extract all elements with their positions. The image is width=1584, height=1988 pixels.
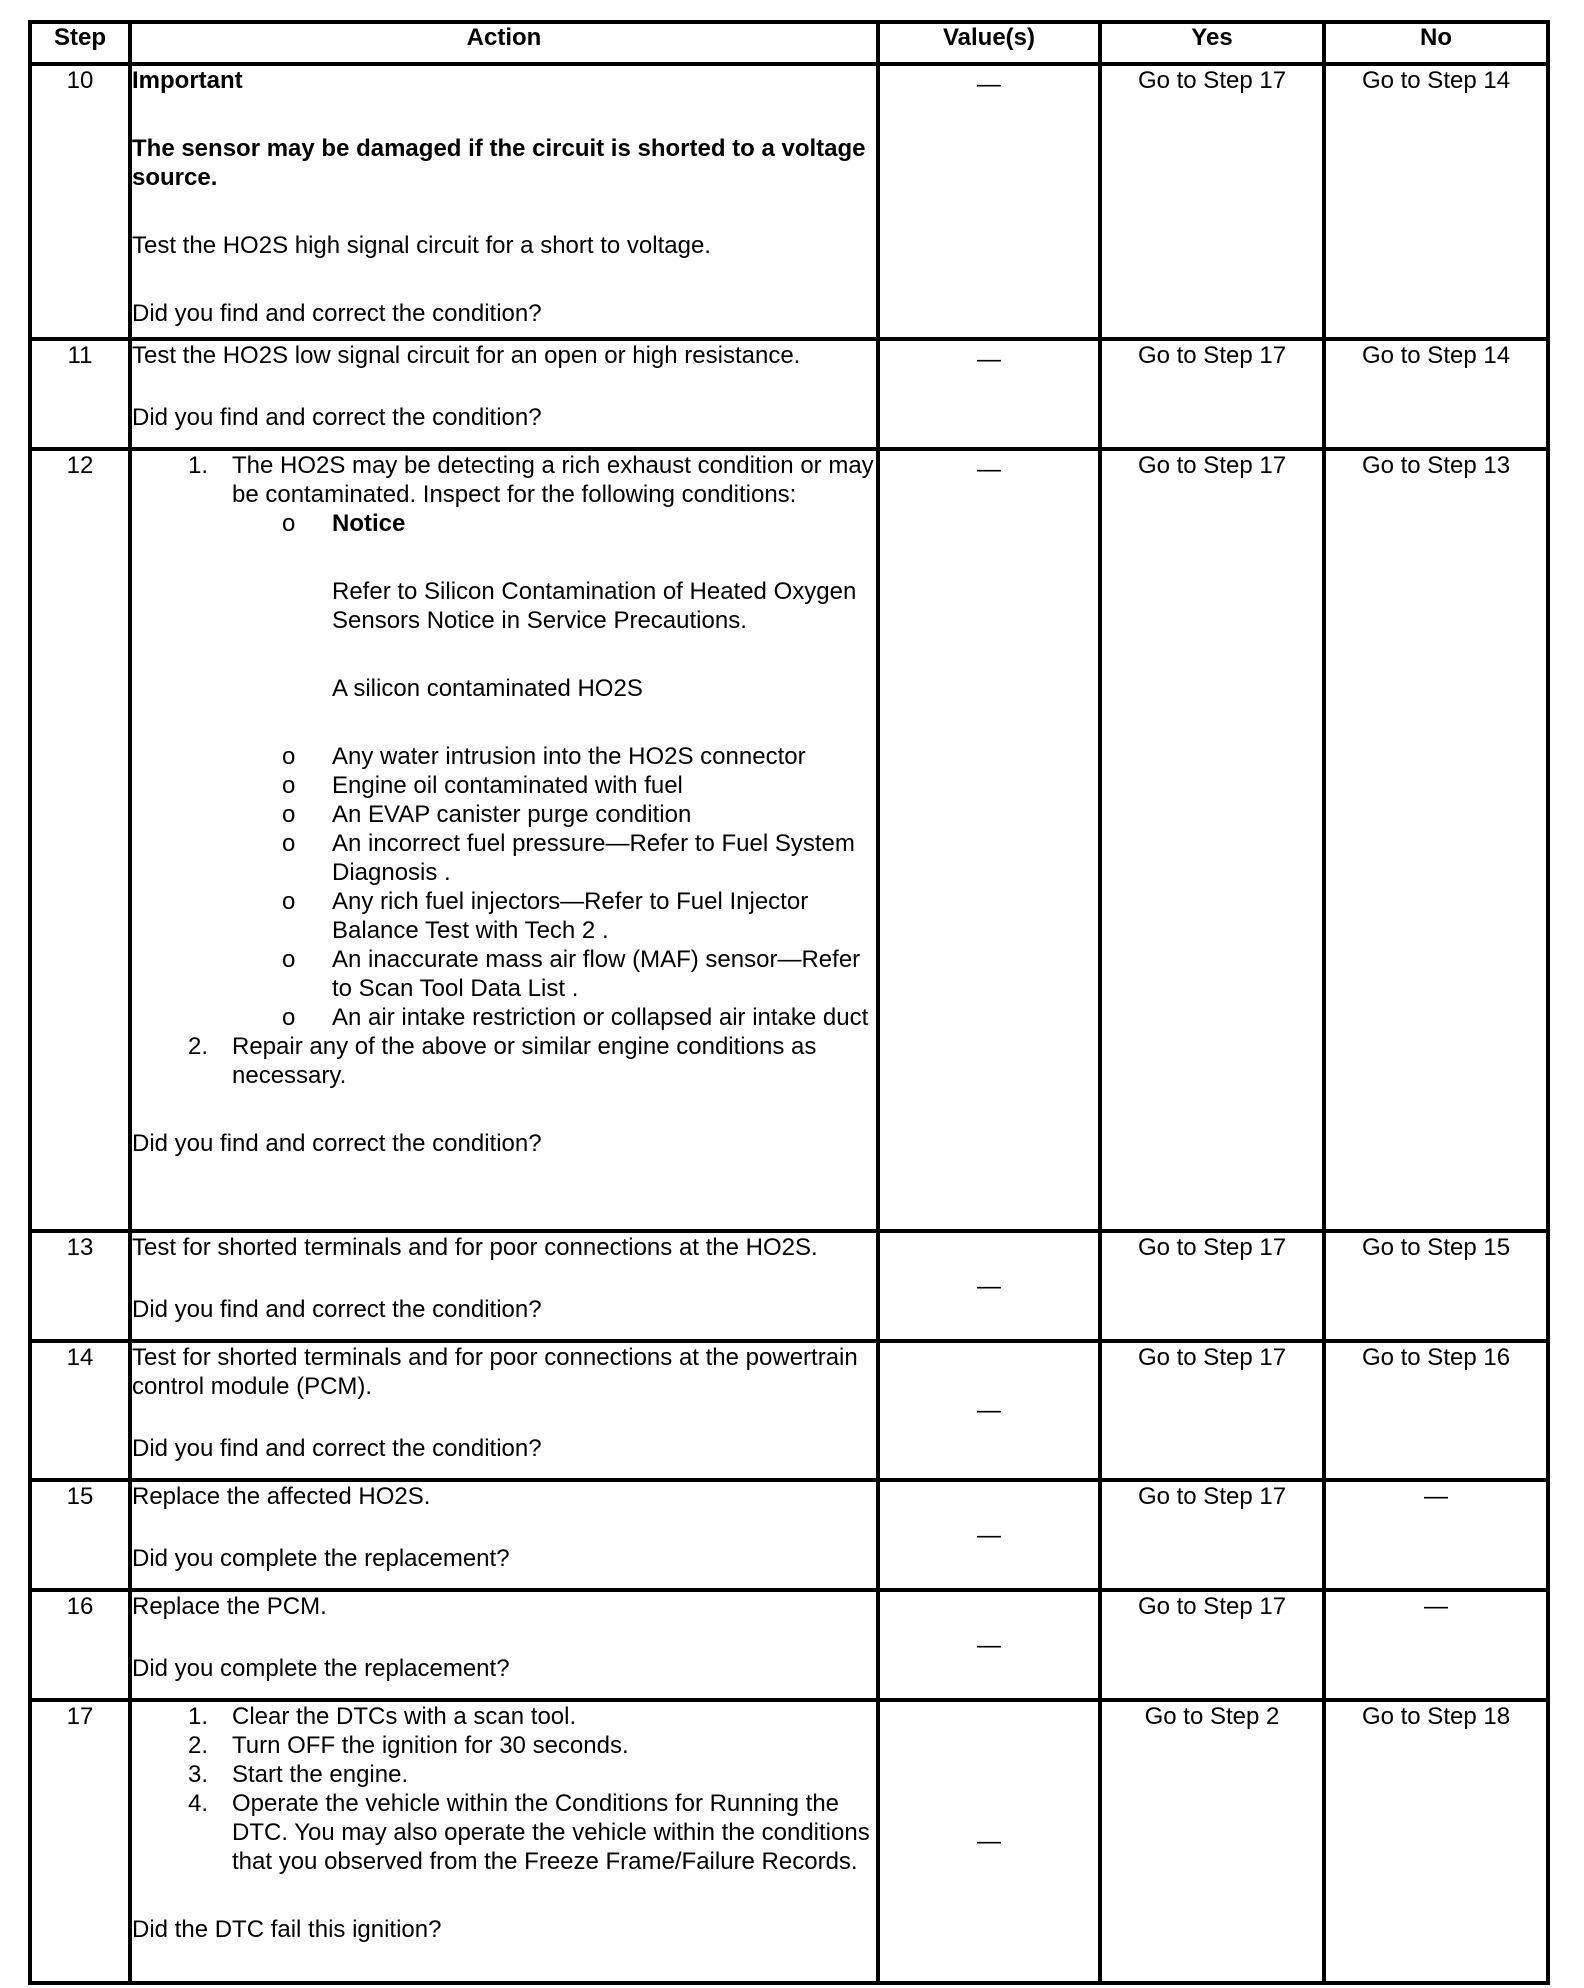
- list-item: [132, 1702, 876, 1731]
- bullet-text: An EVAP canister purge condition: [332, 801, 692, 828]
- value-dash: —: [977, 1631, 1001, 1659]
- action-cell: [130, 1590, 878, 1700]
- no-cell: Go to Step 14: [1324, 339, 1548, 449]
- header-yes: Yes: [1100, 22, 1324, 64]
- header-step: Step: [30, 22, 130, 64]
- table-row: [30, 64, 1548, 339]
- table-row: [30, 1590, 1548, 1700]
- list-number: 1.: [187, 1703, 208, 1730]
- action-cell: [130, 1700, 878, 1983]
- action-text: Replace the affected HO2S.: [132, 1483, 431, 1510]
- value-cell: [878, 1480, 1100, 1590]
- table-row: [30, 1341, 1548, 1480]
- no-cell: Go to Step 15: [1324, 1231, 1548, 1341]
- list-item: [132, 1789, 876, 1876]
- no-cell: —: [1324, 1480, 1548, 1590]
- value-dash: —: [977, 1521, 1001, 1549]
- notice-text: Refer to Silicon Contamination of Heated Oxygen Sensors Notice in Service Precautions.: [332, 578, 857, 634]
- value-dash: —: [977, 1828, 1001, 1855]
- question-text: Did you find and correct the condition?: [132, 1296, 542, 1323]
- step-number: 10: [30, 64, 130, 339]
- table-row: [30, 339, 1548, 449]
- no-cell: Go to Step 14: [1324, 64, 1548, 339]
- yes-cell: Go to Step 17: [1100, 1590, 1324, 1700]
- action-cell: [130, 64, 878, 339]
- yes-cell: Go to Step 17: [1100, 449, 1324, 1231]
- no-cell: —: [1324, 1590, 1548, 1700]
- no-cell: Go to Step 13: [1324, 449, 1548, 1231]
- bullet-item: [132, 829, 876, 887]
- bullet-icon: o: [282, 772, 296, 799]
- yes-cell: Go to Step 17: [1100, 339, 1324, 449]
- value-dash: —: [977, 346, 1001, 373]
- bullet-icon: o: [282, 510, 296, 537]
- bullet-text: An inaccurate mass air flow (MAF) sensor—Refer to Scan Tool Data List .: [332, 946, 861, 1002]
- no-cell: Go to Step 18: [1324, 1700, 1548, 1983]
- action-text: Test for shorted terminals and for poor connections at the powertrain control module (PCM).: [132, 1344, 858, 1400]
- bullet-item: [132, 945, 876, 1003]
- header-values: Value(s): [878, 22, 1100, 64]
- bullet-icon: o: [282, 830, 296, 857]
- bullet-text: An air intake restriction or collapsed air intake duct: [332, 1004, 869, 1031]
- list-number: 3.: [187, 1761, 208, 1788]
- action-cell: [130, 1480, 878, 1590]
- header-row: [30, 22, 1548, 64]
- bullet-icon: o: [282, 1004, 296, 1031]
- list-text: Clear the DTCs with a scan tool.: [232, 1703, 577, 1730]
- yes-cell: Go to Step 17: [1100, 64, 1324, 339]
- bullet-icon: o: [282, 946, 296, 973]
- bullet-icon: o: [282, 743, 296, 770]
- step-number: 16: [30, 1590, 130, 1700]
- action-text: Test the HO2S low signal circuit for an open or high resistance.: [132, 342, 801, 369]
- bullet-item: [132, 1003, 876, 1032]
- action-cell: [130, 1341, 878, 1480]
- yes-cell: Go to Step 17: [1100, 1480, 1324, 1590]
- diagnostic-table: [28, 20, 1550, 1985]
- no-cell: Go to Step 16: [1324, 1341, 1548, 1480]
- step-number: 11: [30, 339, 130, 449]
- value-cell: [878, 449, 1100, 1231]
- header-action: Action: [130, 22, 878, 64]
- bullet-text: Any water intrusion into the HO2S connector: [332, 743, 806, 770]
- question-text: Did you find and correct the condition?: [132, 404, 542, 431]
- yes-cell: Go to Step 2: [1100, 1700, 1324, 1983]
- question-text: Did you complete the replacement?: [132, 1545, 510, 1572]
- bullet-text: An incorrect fuel pressure—Refer to Fuel System Diagnosis .: [332, 830, 855, 886]
- table-row: [30, 1480, 1548, 1590]
- action-cell: [130, 1231, 878, 1341]
- list-item: [132, 1760, 876, 1789]
- list-number: 2.: [187, 1732, 208, 1759]
- table-row: [30, 449, 1548, 1231]
- question-text: Did you find and correct the condition?: [132, 1435, 542, 1462]
- bullet-item: [132, 771, 876, 800]
- notice-label: Notice: [332, 510, 406, 537]
- value-cell: [878, 1341, 1100, 1480]
- action-text: Test for shorted terminals and for poor connections at the HO2S.: [132, 1234, 818, 1261]
- bullet-item: [132, 509, 876, 538]
- step-number: 14: [30, 1341, 130, 1480]
- list-number: 2.: [187, 1033, 208, 1060]
- value-cell: [878, 1231, 1100, 1341]
- question-text: Did you find and correct the condition?: [132, 1130, 542, 1157]
- list-number: 1.: [187, 452, 208, 479]
- value-dash: —: [977, 1397, 1001, 1424]
- list-item: [132, 1032, 876, 1090]
- list-text: Start the engine.: [232, 1761, 409, 1788]
- list-number: 4.: [187, 1790, 208, 1817]
- header-no: No: [1324, 22, 1548, 64]
- list-text: The HO2S may be detecting a rich exhaust condition or may be contaminated. Inspect for the following conditions:: [232, 452, 874, 508]
- bullet-item: [132, 742, 876, 771]
- step-number: 13: [30, 1231, 130, 1341]
- value-cell: [878, 1700, 1100, 1983]
- bullet-text: Engine oil contaminated with fuel: [332, 772, 683, 799]
- bullet-item: [132, 800, 876, 829]
- value-cell: [878, 339, 1100, 449]
- value-cell: [878, 1590, 1100, 1700]
- bullet-icon: o: [282, 888, 296, 915]
- step-number: 15: [30, 1480, 130, 1590]
- bullet-item: [132, 887, 876, 945]
- important-label: Important: [132, 67, 243, 94]
- bullet-text: Any rich fuel injectors—Refer to Fuel Injector Balance Test with Tech 2 .: [332, 888, 809, 944]
- action-text: Test the HO2S high signal circuit for a short to voltage.: [132, 232, 711, 259]
- table-row: [30, 1700, 1548, 1983]
- bullet-icon: o: [282, 801, 296, 828]
- value-dash: —: [977, 1272, 1001, 1300]
- yes-cell: Go to Step 17: [1100, 1341, 1324, 1480]
- question-text: Did you find and correct the condition?: [132, 300, 542, 327]
- question-text: Did you complete the replacement?: [132, 1655, 510, 1682]
- silicon-text: A silicon contaminated HO2S: [332, 675, 643, 702]
- table-row: [30, 1231, 1548, 1341]
- action-text: Replace the PCM.: [132, 1593, 327, 1620]
- step-number: 12: [30, 449, 130, 1231]
- question-text: Did the DTC fail this ignition?: [132, 1916, 442, 1943]
- value-dash: —: [977, 456, 1001, 483]
- list-text: Repair any of the above or similar engine conditions as necessary.: [232, 1033, 817, 1089]
- list-text: Turn OFF the ignition for 30 seconds.: [232, 1732, 629, 1759]
- yes-cell: Go to Step 17: [1100, 1231, 1324, 1341]
- step-number: 17: [30, 1700, 130, 1983]
- list-text: Operate the vehicle within the Conditions for Running the DTC. You may also operate the vehicle within the conditions that you observed from the Freeze Frame/Failure Records.: [232, 1790, 870, 1875]
- list-item: [132, 1731, 876, 1760]
- value-cell: [878, 64, 1100, 339]
- list-item: [132, 451, 876, 509]
- action-cell: [130, 449, 878, 1231]
- action-cell: [130, 339, 878, 449]
- value-dash: —: [977, 71, 1001, 98]
- warning-text: The sensor may be damaged if the circuit is shorted to a voltage source.: [132, 135, 866, 191]
